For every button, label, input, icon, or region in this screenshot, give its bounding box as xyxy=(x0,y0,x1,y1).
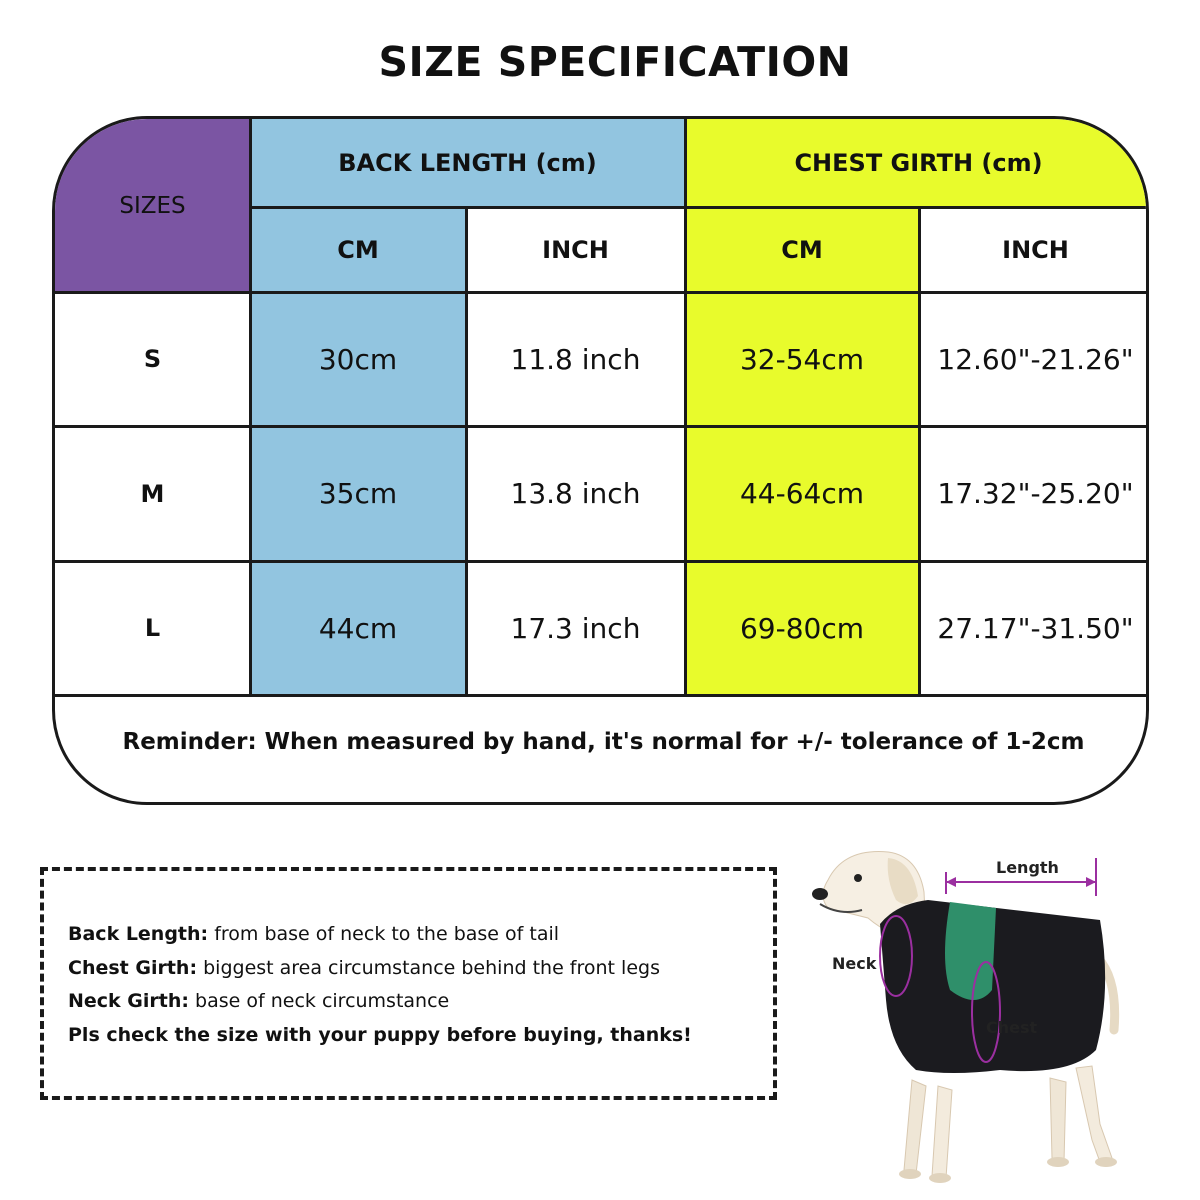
chest-cm-text: 32-54cm xyxy=(739,342,865,376)
chest-inch-text: 27.17"-31.50" xyxy=(937,611,1134,645)
neck-label: Neck xyxy=(832,954,877,973)
chest-cm-subheader-cell xyxy=(685,207,919,292)
grid-line xyxy=(55,560,1149,563)
size-table xyxy=(52,116,1149,805)
back-length-note-text: from base of neck to the base of tail xyxy=(208,923,560,945)
back-cm-value xyxy=(250,561,466,695)
table-row-size xyxy=(55,561,250,695)
chest-inch-value xyxy=(919,561,1149,695)
back-inch-text: 13.8 inch xyxy=(510,477,641,510)
neck-girth-note-text: base of neck circumstance xyxy=(189,990,450,1012)
back-inch-subheader: INCH xyxy=(542,235,609,264)
back-length-note-label: Back Length: xyxy=(68,923,209,945)
chest-girth-header-cell xyxy=(685,119,1149,207)
size-label: L xyxy=(144,614,161,642)
back-inch-text: 17.3 inch xyxy=(510,611,641,645)
dog-measurement-figure xyxy=(800,840,1160,1200)
back-cm-subheader: CM xyxy=(337,235,379,264)
chest-inch-subheader: INCH xyxy=(1002,235,1069,264)
table-row-size xyxy=(55,292,250,426)
chest-girth-note-text: biggest area circumstance behind the front legs xyxy=(197,956,660,979)
back-cm-text: 44cm xyxy=(318,611,398,645)
neck-girth-note xyxy=(68,985,692,1019)
back-cm-subheader-cell xyxy=(250,207,466,292)
chest-girth-note-label: Chest Girth: xyxy=(68,956,198,979)
grid-line xyxy=(918,207,921,696)
chest-inch-value xyxy=(919,426,1149,561)
size-label: S xyxy=(143,345,162,373)
grid-line xyxy=(465,207,468,696)
check-size-note xyxy=(68,1019,692,1053)
length-label: Length xyxy=(996,858,1059,877)
back-length-header: BACK LENGTH (cm) xyxy=(338,149,597,177)
grid-line xyxy=(250,206,1149,209)
page-title: SIZE SPECIFICATION xyxy=(378,38,852,86)
back-inch-value xyxy=(466,292,685,426)
measurement-notes xyxy=(40,867,777,1100)
chest-cm-text: 44-64cm xyxy=(739,477,865,510)
dog-illustration xyxy=(800,840,1160,1200)
chest-label: Chest xyxy=(986,1018,1038,1037)
sizes-header-cell xyxy=(55,119,250,292)
grid-line xyxy=(55,425,1149,428)
chest-inch-value xyxy=(919,292,1149,426)
back-inch-subheader-cell xyxy=(466,207,685,292)
chest-cm-text: 69-80cm xyxy=(739,611,865,645)
chest-cm-value xyxy=(685,561,919,695)
chest-cm-value xyxy=(685,426,919,561)
tolerance-reminder: Reminder: When measured by hand, it's normal for +/- tolerance of 1-2cm xyxy=(122,729,1085,755)
back-cm-value xyxy=(250,292,466,426)
chest-cm-value xyxy=(685,292,919,426)
back-cm-text: 30cm xyxy=(318,342,398,376)
sizes-header: SIZES xyxy=(119,192,186,219)
chest-inch-text: 12.60"-21.26" xyxy=(937,342,1134,376)
grid-line xyxy=(55,291,1149,294)
grid-line xyxy=(55,694,1149,697)
check-size-note-text: Pls check the size with your puppy before buying, thanks! xyxy=(68,1023,692,1046)
back-inch-text: 11.8 inch xyxy=(510,342,641,376)
chest-girth-note xyxy=(68,952,692,986)
back-cm-value xyxy=(250,426,466,561)
back-inch-value xyxy=(466,561,685,695)
chest-girth-header: CHEST GIRTH (cm) xyxy=(794,149,1043,177)
neck-girth-note-label: Neck Girth: xyxy=(68,990,189,1012)
back-cm-text: 35cm xyxy=(318,477,398,510)
size-label: M xyxy=(140,479,165,508)
back-inch-value xyxy=(466,426,685,561)
back-length-header-cell xyxy=(250,119,685,207)
chest-cm-subheader: CM xyxy=(781,235,823,264)
chest-inch-text: 17.32"-25.20" xyxy=(937,477,1134,510)
table-row-size xyxy=(55,426,250,561)
chest-inch-subheader-cell xyxy=(919,207,1149,292)
back-length-note xyxy=(68,918,692,952)
